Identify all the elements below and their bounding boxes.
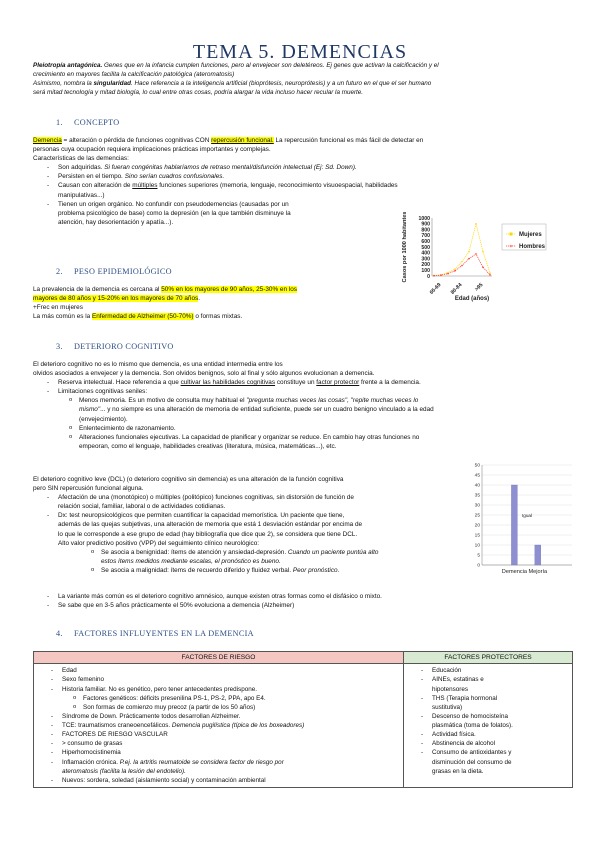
list-item: - Abstinencia de alcohol <box>407 739 569 748</box>
sub-list-item <box>33 424 573 433</box>
list-item-label: Persisten en el tiempo <box>58 173 122 181</box>
bar-annotation: Igual <box>522 513 532 518</box>
list-item: - Educación <box>407 666 569 675</box>
y-tick-label: 25 <box>474 513 480 519</box>
list-item-quote: "pregunta muchas veces las cosas", "repite muchas veces lo <box>246 397 419 405</box>
page-title: TEMA 5. DEMENCIAS <box>192 41 408 63</box>
list-item <box>407 748 569 775</box>
intro-paragraph <box>33 61 573 98</box>
highlight-text: 50% en los mayores de 90 años, 25-30% en los <box>161 286 297 293</box>
underlined-term: múltiples <box>132 182 158 190</box>
list-item <box>33 378 573 387</box>
body-text: La prevalencia de la demencia es cercana al <box>33 286 162 293</box>
list-item-text: Limitaciones cognitivas seniles: <box>58 388 148 396</box>
highlight-term: Demencia <box>33 137 62 144</box>
list-item-text: sustitutiva) <box>432 703 463 711</box>
list-item-text: Consumo de antioxidantes y <box>432 749 512 757</box>
data-point <box>475 223 477 225</box>
legend-marker: × <box>509 244 513 250</box>
protective-factors-header: FACTORES PROTECTORES <box>404 652 573 664</box>
underlined-term: factor protector <box>316 379 360 387</box>
body-text: personas cuya ocupación requiera implicaciones prácticas importantes y complejas. <box>33 146 271 154</box>
list-item-text: Alto valor predictivo positivo (VPP) del seguimiento clínico neurológico: <box>58 539 260 547</box>
y-tick-label: 40 <box>474 483 480 489</box>
section-title: PESO EPIDEMIOLÓGICO <box>74 267 172 276</box>
list-item <box>33 163 573 172</box>
list-item-text: Dx: test neuropsicológicos que permiten cuantificar la capacidad memorística. Un paciente que tiene, <box>58 512 345 520</box>
list-item-text: Se asocia a benignidad: ítems de atención y ansiedad-depresión. <box>101 548 288 556</box>
list-item-text: Se asocia a malignidad: ítems de recuerdo diferido y fluidez verbal. <box>101 566 293 574</box>
section-title: CONCEPTO <box>74 118 120 127</box>
data-point <box>454 270 456 272</box>
list-item-note: Peor pronóstico. <box>292 566 340 574</box>
list-item-note: P.ej. la artritis reumatoide se considera factor de riesgo por <box>119 758 284 766</box>
sub-list-item <box>33 566 453 575</box>
list-item-quote: mismo" <box>79 406 101 414</box>
data-point <box>482 267 484 269</box>
list-item <box>33 387 573 396</box>
body-text: El deterioro cognitivo no es lo mismo que demencia, es una entidad intermedia entre los <box>33 361 283 368</box>
x-tick-label: Demencia <box>501 569 527 575</box>
dementia-incidence-line-chart <box>400 212 578 304</box>
y-tick-label: 30 <box>474 503 480 509</box>
list-item <box>37 758 400 776</box>
data-point <box>475 253 477 255</box>
list-item <box>33 511 453 547</box>
list-item: - Actividad física. <box>407 730 569 739</box>
section-heading-deterioro-cognitivo <box>56 341 174 353</box>
list-item-text: Tienen un origen orgánico. No confundir con pseudodemencias (causadas por un <box>58 200 289 208</box>
y-tick-label: 50 <box>474 463 480 469</box>
list-item-text: (envejecimiento). <box>79 415 128 423</box>
list-item-text: lo que le corresponde a ese grupo de edad (hay bibliografía que dice que 2), se considera que tiene DCL. <box>58 530 358 538</box>
highlight-text: Enfermedad de Alzheimer (50-70%) <box>91 313 194 321</box>
intro-text: crecimiento en mayores facilita la calcificación patológica (ateromatosis) <box>33 71 235 79</box>
list-item-text: Inflamación crónica. <box>62 758 120 766</box>
deterioro-block-b <box>33 475 453 575</box>
body-text: = alteración o pérdida de funciones cognitivas CON <box>61 137 212 144</box>
list-item-text: Afectación de una (monotópico) o múltiples (politópico) funciones cognitivas, sin distorsión de función de <box>58 494 354 502</box>
section-number: 2. <box>56 267 63 276</box>
legend-label: Hombres <box>519 244 546 250</box>
list-item-text: Menos memoria. Es un motivo de consulta muy habitual el <box>79 397 247 405</box>
section-heading-factores <box>56 628 254 640</box>
section-heading-peso-epidemiologico <box>56 266 172 278</box>
list-item: - FACTORES DE RIESGO VASCULAR <box>37 730 400 739</box>
dcl-evolution-bar-chart <box>468 461 576 579</box>
list-item-note: ateromatosis (facilita la lesión del endotelio). <box>62 767 186 775</box>
section-number: 3. <box>56 342 63 351</box>
y-tick-label: 300 <box>421 256 430 263</box>
list-item-note: estos ítems medidos mediante escalas, el pronóstico es bueno. <box>101 557 281 565</box>
list-item-text: relación social, familiar, laboral o de actividades cotidianas. <box>58 503 226 511</box>
data-point <box>454 268 456 270</box>
list-item <box>407 694 569 712</box>
x-tick-label: Mejoría <box>528 569 548 575</box>
risk-factors-header: FACTORES DE RIESGO <box>34 652 404 664</box>
list-item-label: Son adquiridas <box>58 164 101 172</box>
list-item-text: ... y no siempre es una alteración de memoria de entidad suficiente, puede ser un cuadro benigno vinculado a la edad <box>100 406 434 414</box>
body-text: o formas mixtas. <box>193 313 243 321</box>
body-text: La más común es la <box>33 313 92 321</box>
section-title: FACTORES INFLUYENTES EN LA DEMENCIA <box>74 629 254 638</box>
y-axis-label: Casos por 1000 habitantes <box>402 212 408 283</box>
sub-list-item <box>33 548 453 566</box>
data-point <box>447 273 449 275</box>
list-item-text: Se sabe que en 3-5 años prácticamente el 50% evoluciona a demencia (Alzheimer) <box>58 602 295 610</box>
list-item: - > consumo de grasas <box>37 739 400 748</box>
deterioro-block-a <box>33 360 573 451</box>
data-point <box>482 251 484 253</box>
y-tick-label: 5 <box>477 553 480 559</box>
list-item <box>33 172 573 181</box>
list-item <box>33 493 453 511</box>
data-point <box>440 274 442 276</box>
intro-text: Asimismo, nombra la <box>33 80 94 88</box>
list-item-label: Causan con alteración de <box>58 182 133 190</box>
list-item-text: manipulativas...) <box>58 191 105 199</box>
y-tick-label: 400 <box>421 250 430 257</box>
list-item-note: Demencia pugilística (típica de los boxeadores) <box>171 722 305 730</box>
list-item-text: además de las quejas subjetivas, una alteración de memoria que está 1 desviación estándar por encima de <box>58 521 363 529</box>
data-point <box>468 258 470 260</box>
list-item-text: plasmática (toma de folatos). <box>432 722 513 730</box>
list-item-note: Cuando un paciente puntúa alto <box>287 548 379 556</box>
y-tick-label: 15 <box>474 533 480 539</box>
list-item-text: atención, hay desorientación y apatía...). <box>58 218 174 226</box>
legend-label: Mujeres <box>519 232 542 238</box>
deterioro-block-c <box>33 592 573 610</box>
body-text: Características de las demencias: <box>33 155 129 163</box>
list-item <box>33 181 573 199</box>
list-item-text: TCE: traumatismos craneoencefálicos. <box>62 722 172 730</box>
y-tick-label: 100 <box>421 268 430 274</box>
list-item-note: . Sino serían cuadros confusionales. <box>121 173 225 181</box>
list-item-text: THS (Terapia hormonal <box>432 694 498 702</box>
bar-mejoría <box>535 545 541 565</box>
y-tick-label: 500 <box>421 244 430 251</box>
section-number: 4. <box>56 629 63 638</box>
list-item-text: Enlentecimiento de razonamiento. <box>79 424 176 432</box>
list-item-text: disminución del consumo de <box>432 758 512 766</box>
list-item-text: problema psicológico de base) como la depresión (en la que también disminuye la <box>58 209 291 217</box>
list-item <box>407 712 569 730</box>
data-point <box>489 272 491 274</box>
sub-list-item: o Son formas de comienzo muy precoz (a partir de los 50 años) <box>37 703 400 712</box>
section-heading-concepto <box>56 117 119 129</box>
y-tick-label: 700 <box>421 233 430 240</box>
section-number: 1. <box>56 118 63 127</box>
y-tick-label: 0 <box>427 273 430 280</box>
intro-text: será mitad tecnología y mitad biología, lo cual entre otras cosas, podría alargar la vida incluso hacer recular la muerte. <box>33 89 364 97</box>
list-item: - Edad <box>37 666 400 675</box>
highlight-text: mayores de 80 años y 15-20% en los mayores de 70 años <box>33 295 199 303</box>
list-item <box>33 601 573 610</box>
y-tick-label: 800 <box>421 227 430 234</box>
body-text: pero SIN repercusión funcional alguna. <box>33 485 144 493</box>
data-point <box>433 275 435 277</box>
y-tick-label: 10 <box>474 543 480 549</box>
list-item-text: hipotensores <box>432 685 469 693</box>
intro-bold: singularidad <box>93 80 131 88</box>
list-item-text: funciones superiores (memoria, lenguaje, reconocimiento visuoespacial, habilidades <box>157 182 398 190</box>
data-point <box>461 261 463 263</box>
body-text: . <box>198 295 200 303</box>
list-item <box>33 592 573 601</box>
highlight-term: repercusión funcional. <box>211 137 274 144</box>
list-item-text: Descenso de homocisteína <box>432 712 508 720</box>
y-tick-label: 1000 <box>418 215 430 222</box>
list-item: - Sexo femenino <box>37 675 400 684</box>
x-tick-label: 65-69 <box>428 282 443 296</box>
list-item-text: empeoran, como el lenguaje, habilidades creativas (literatura, música, matemáticas...), etc. <box>79 442 337 450</box>
y-tick-label: 0 <box>477 563 480 569</box>
list-item-text: grasas en la dieta. <box>432 767 484 775</box>
list-item: - Historia familiar. No es genético, pero tener antecedentes predispone. <box>37 685 400 694</box>
bar-demencia <box>511 485 517 565</box>
y-tick-label: 35 <box>474 493 480 499</box>
sub-list-item <box>33 433 573 451</box>
list-item <box>407 675 569 693</box>
intro-bold: Pleiotropía antagónica. <box>33 62 103 69</box>
list-item: - Hiperhomocistinemia <box>37 748 400 757</box>
underlined-term: cultivar las habilidades cognitivas <box>180 379 276 387</box>
y-tick-label: 600 <box>421 239 430 245</box>
risk-factors-table <box>33 651 573 788</box>
body-text: +Frec en mujeres <box>33 304 83 312</box>
body-text: El deterioro cognitivo leve (DCL) (o deterioro cognitivo sin demencia) es una alteración de la función cognitiva <box>33 476 344 483</box>
x-tick-label: >95 <box>473 282 485 293</box>
y-tick-label: 45 <box>474 473 480 479</box>
legend-marker <box>510 233 513 236</box>
table-header-row <box>34 652 573 664</box>
body-text: La repercusión funcional es más fácil de detectar en <box>273 137 424 144</box>
body-text: olvidos asociados a envejecer y la demencia. Son olvidos benignos, solo al final y sólo algunos evolucionan a demencia. <box>33 370 375 378</box>
list-item-note: . Si fueran congénitas hablaríamos de retraso mental/disfunción intelectual (Ej: Sd. Down). <box>100 164 357 172</box>
list-item-text: frente a la demencia. <box>359 379 421 387</box>
x-tick-label: 80-84 <box>449 282 464 296</box>
list-item: - Síndrome de Down. Prácticamente todos desarrollan Alzheimer. <box>37 712 400 721</box>
y-tick-label: 900 <box>421 221 430 228</box>
list-item <box>37 721 400 730</box>
sub-list-item: o Factores genéticos: déficits presenilina PS-1, PS-2, PPA, apo E4. <box>37 694 400 703</box>
list-item: - Nuevos: sordera, soledad (aislamiento social) y contaminación ambiental <box>37 776 400 785</box>
data-point <box>461 265 463 267</box>
intro-text: Genes que en la infancia cumplen funciones, pero al envejecer son deletéreos. Ej genes que activan la calcificación y el <box>102 62 439 69</box>
table-row <box>34 664 573 788</box>
list-item-text: La variante más común es el deterioro cognitivo amnésico, aunque existen otras formas como el disfásico o mixto. <box>58 593 382 600</box>
y-tick-label: 20 <box>474 523 480 529</box>
intro-text: . Hace referencia a la inteligencia artificial (bioprótesis, neuroprótesis) y a un futuro en el que el ser humano <box>130 80 432 88</box>
list-item-text: AINEs, estatinas e <box>432 676 484 684</box>
list-item-text: Reserva intelectual. Hace referencia a que <box>58 379 181 387</box>
section-title: DETERIORO COGNITIVO <box>74 342 174 351</box>
y-tick-label: 200 <box>421 262 430 269</box>
list-item-text: constituye un <box>275 379 317 387</box>
sub-list-item <box>33 396 573 423</box>
risk-factors-cell <box>34 664 404 788</box>
epidemiologia-block <box>33 285 373 321</box>
data-point <box>489 274 491 276</box>
data-point <box>468 251 470 253</box>
list-item-text: Alteraciones funcionales ejecutivas. La capacidad de planificar y organizar se reduce. En cambio hay otras funciones no <box>79 433 420 441</box>
protective-factors-cell <box>404 664 573 788</box>
x-axis-label: Edad (años) <box>454 296 490 302</box>
series-line-mujeres <box>434 224 490 276</box>
